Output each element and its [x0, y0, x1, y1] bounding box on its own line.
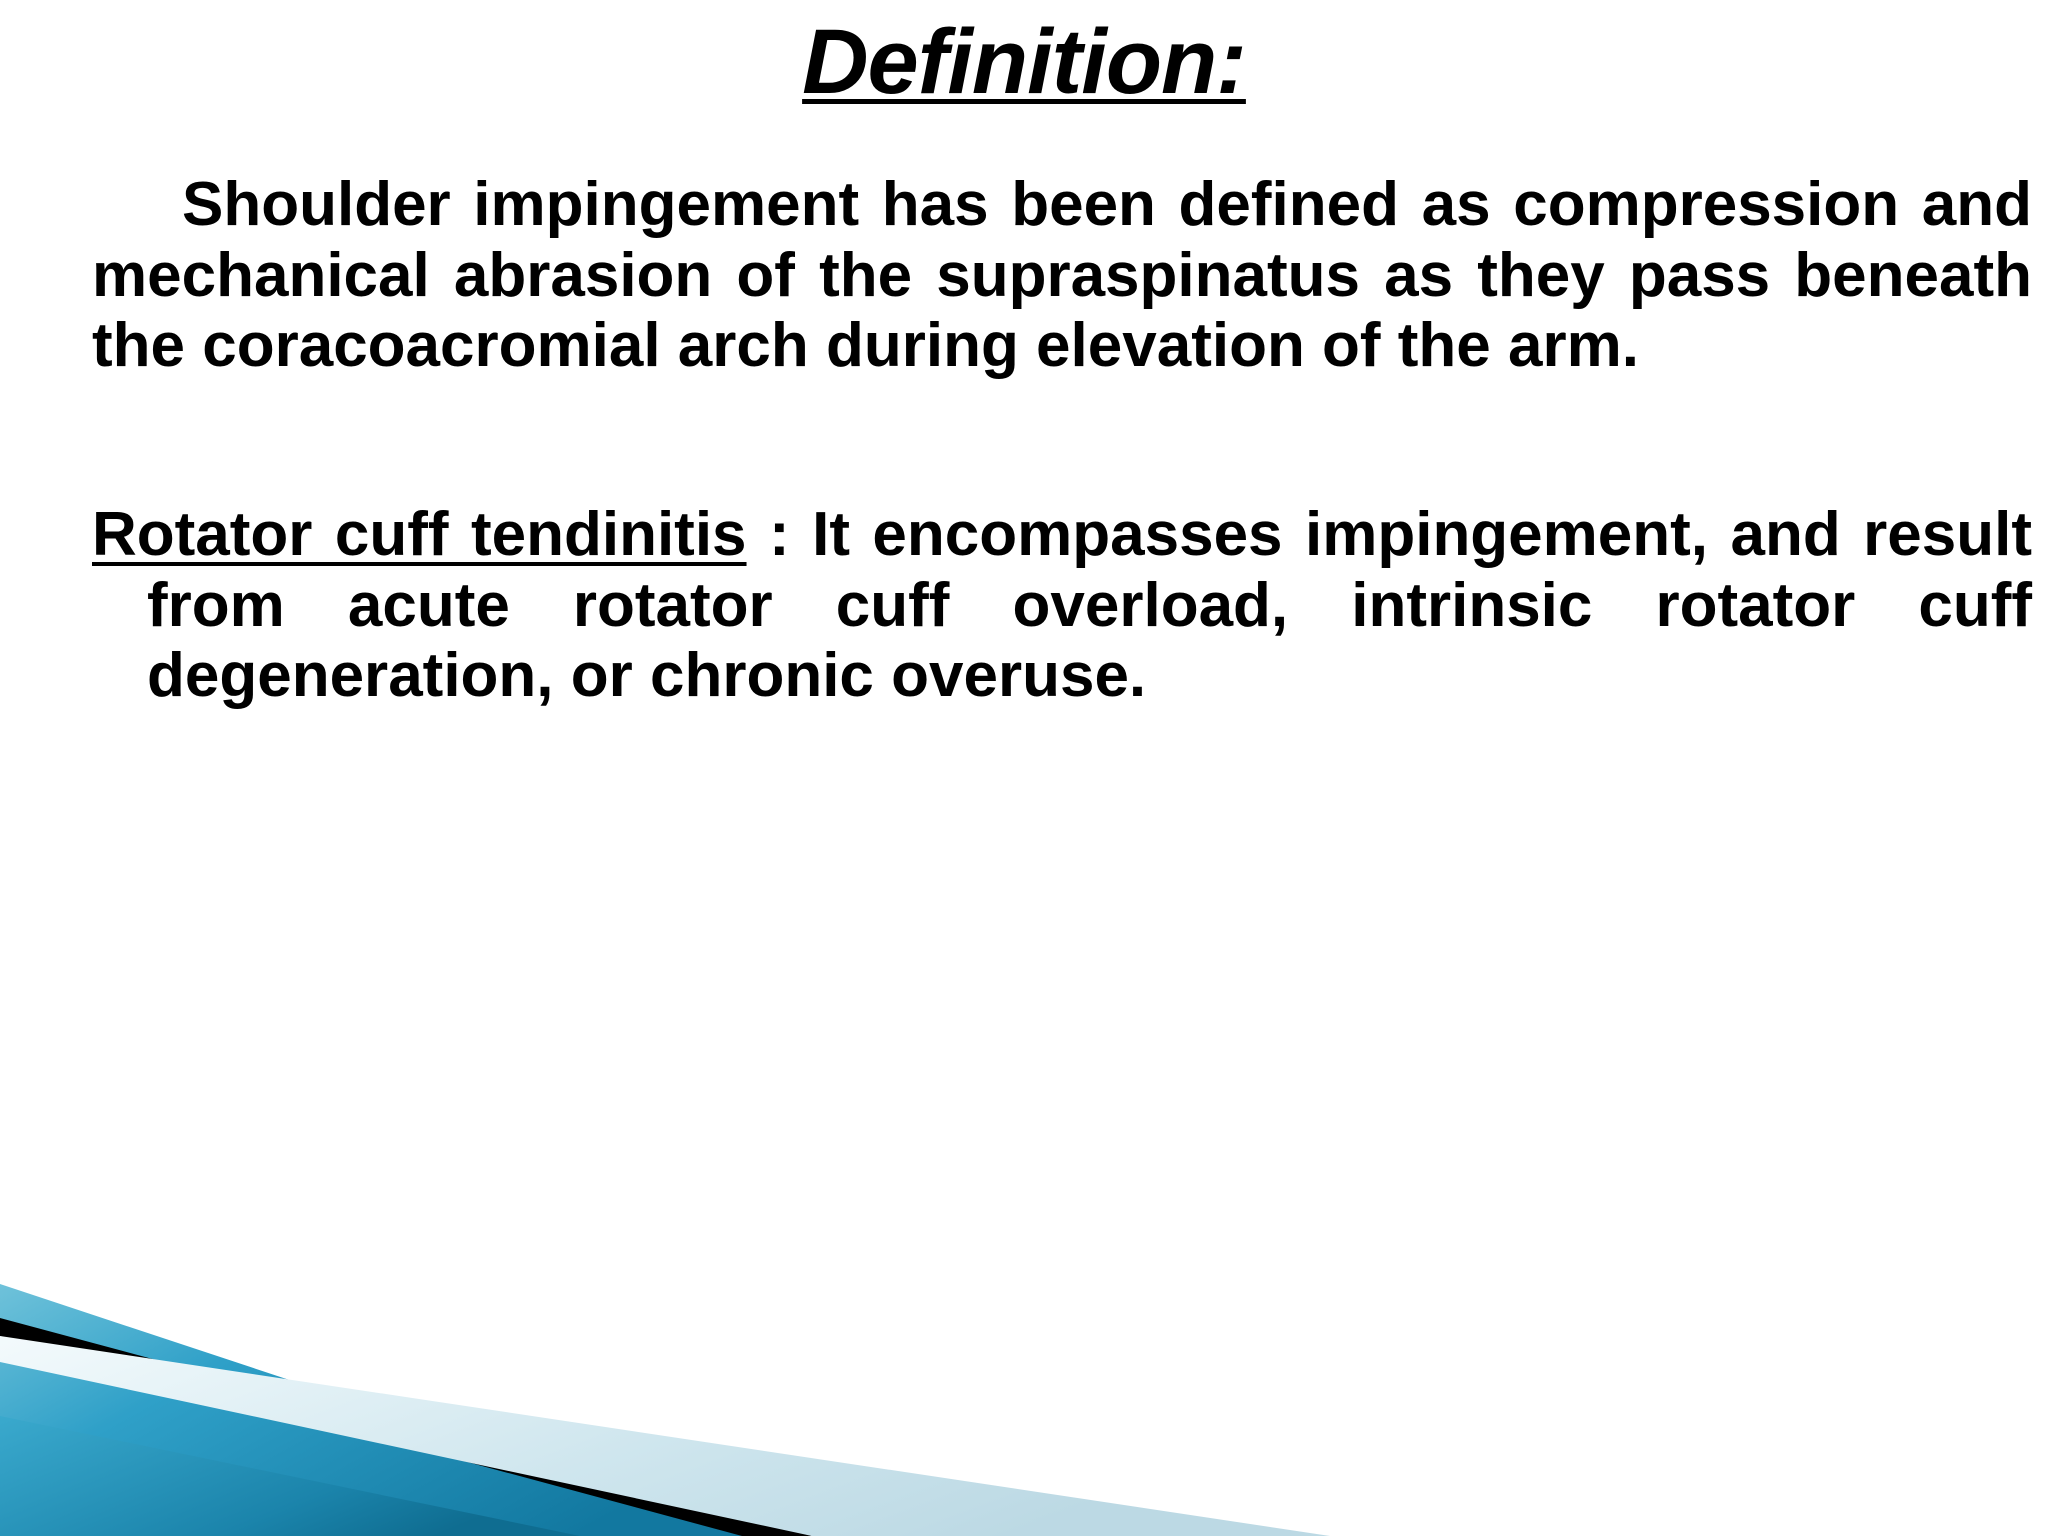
bottom-left-ribbon-decoration	[0, 1266, 1330, 1536]
paragraph-definition: Shoulder impingement has been defined as compression and mechanical abrasion of the supraspinatus as they pass beneath the coracoacromial arch during elevation of the arm.	[92, 170, 2032, 381]
page-title-text: Definition:	[802, 11, 1246, 113]
ribbon-icon	[0, 1266, 1330, 1536]
paragraph-rotator-cuff-tendinitis	[92, 500, 2032, 712]
term-rotator-cuff-tendinitis: Rotator cuff tendinitis	[92, 500, 747, 570]
paragraph-rotator-cuff-tendinitis-text: : It encompasses impingement, and result from acute rotator cuff overload, intrinsic rotator cuff degeneration, or chronic overuse.	[147, 500, 2032, 711]
slide-body	[92, 170, 2030, 712]
page-title	[0, 11, 2048, 113]
